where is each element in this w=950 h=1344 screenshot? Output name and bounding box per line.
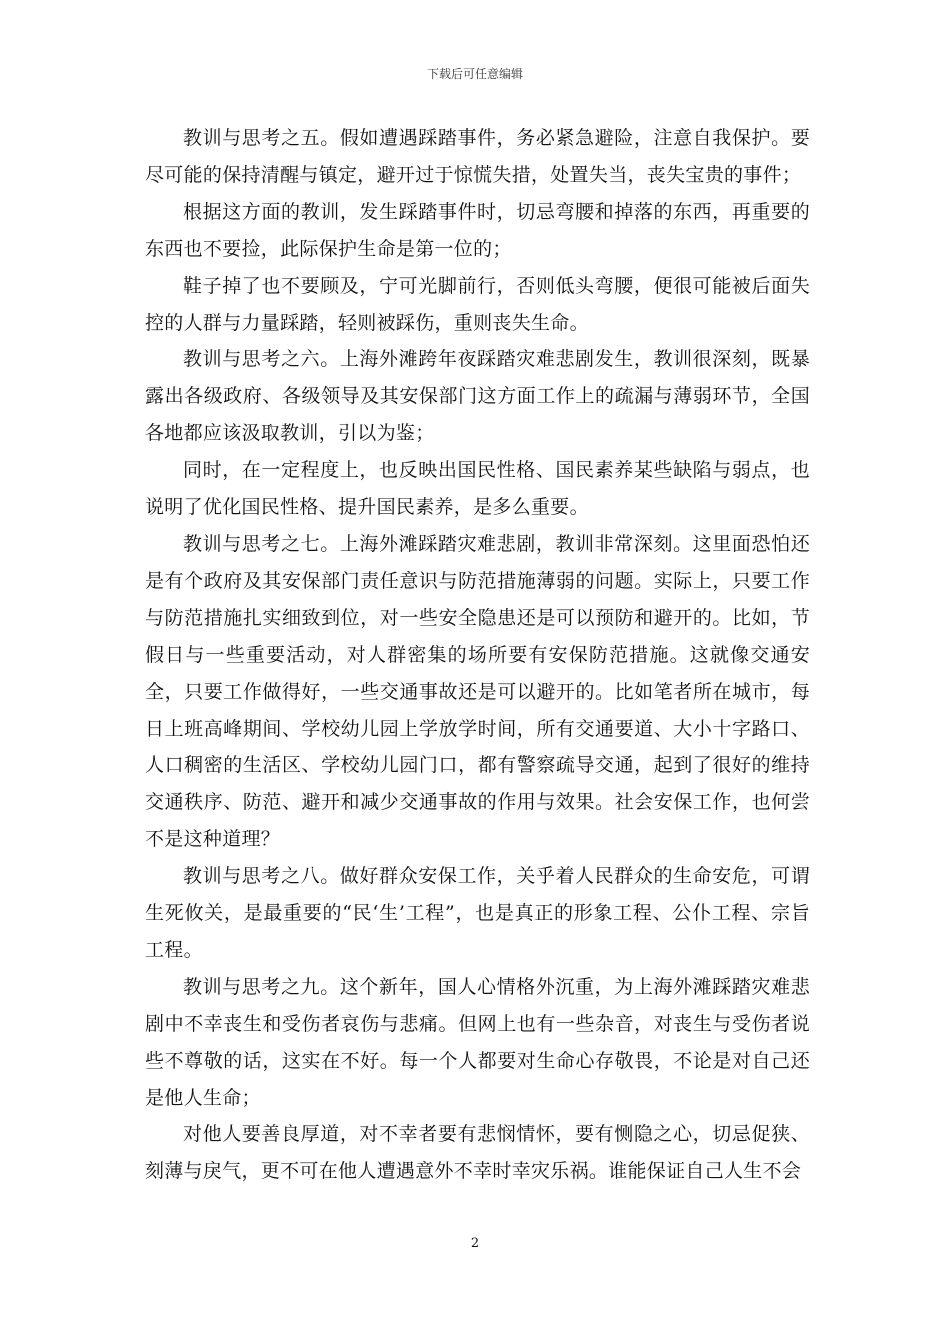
page-number: 2 <box>470 1236 480 1251</box>
paragraph: 同时，在一定程度上，也反映出国民性格、国民素养某些缺陷与弱点，也说明了优化国民性格、提升国民素养，是多么重要。 <box>145 459 810 519</box>
paragraph: 教训与思考之九。这个新年，国人心情格外沉重，为上海外滩踩踏灾难悲剧中不幸丧生和受伤者哀伤与悲痛。但网上也有一些杂音，对丧生与受伤者说些不尊敬的话，这实在不好。每一个人都要对生命心存敬畏，不论是对自己还是他人生命； <box>145 975 810 1109</box>
paragraph: 教训与思考之五。假如遭遇踩踏事件，务必紧急避险，注意自我保护。要尽可能的保持清醒与镇定，避开过于惊慌失措，处置失当，丧失宝贵的事件； <box>145 127 810 186</box>
paragraph: 鞋子掉了也不要顾及，宁可光脚前行，否则低头弯腰，便很可能被后面失控的人群与力量踩踏，轻则被踩伤，重则丧失生命。 <box>145 274 810 334</box>
paragraph: 教训与思考之八。做好群众安保工作，关乎着人民群众的生命安危，可谓生死攸关，是最重要的“民‘生’工程”，也是真正的形象工程、公仆工程、宗旨工程。 <box>145 865 810 961</box>
paragraph: 教训与思考之七。上海外滩踩踏灾难悲剧，教训非常深刻。这里面恐怕还是有个政府及其安保部门责任意识与防范措施薄弱的问题。实际上，只要工作与防范措施扎实细致到位，对一些安全隐患还是可以预防和避开的。比如，节假日与一些重要活动，对人群密集的场所要有安保防范措施。这就像交通安全，只要工作做得好，一些交通事故还是可以避开的。比如笔者所在城市，每日上班高峰期间、学校幼儿园上学放学时间，所有交通要道、大小十字路口、人口稠密的生活区、学校幼儿园门口，都有警察疏导交通，起到了很好的维持交通秩序、防范、避开和减少交通事故的作用与效果。社会安保工作，也何尝不是这种道理？ <box>145 532 810 851</box>
paragraph: 教训与思考之六。上海外滩跨年夜踩踏灾难悲剧发生，教训很深刻，既暴露出各级政府、各级领导及其安保部门这方面工作上的疏漏与薄弱环节，全国各地都应该汲取教训，引以为鉴； <box>145 348 810 445</box>
paragraph: 对他人要善良厚道，对不幸者要有悲悯情怀，要有恻隐之心，切忌促狭、刻薄与戾气，更不可在他人遭遇意外不幸时幸灾乐祸。谁能保证自己人生不会 <box>145 1123 810 1183</box>
page-header: 下载后可任意编辑 <box>426 67 523 81</box>
paragraph: 根据这方面的教训，发生踩踏事件时，切忌弯腰和掉落的东西，再重要的东西也不要捡，此际保护生命是第一位的； <box>145 200 810 260</box>
document-body <box>145 120 810 1190</box>
